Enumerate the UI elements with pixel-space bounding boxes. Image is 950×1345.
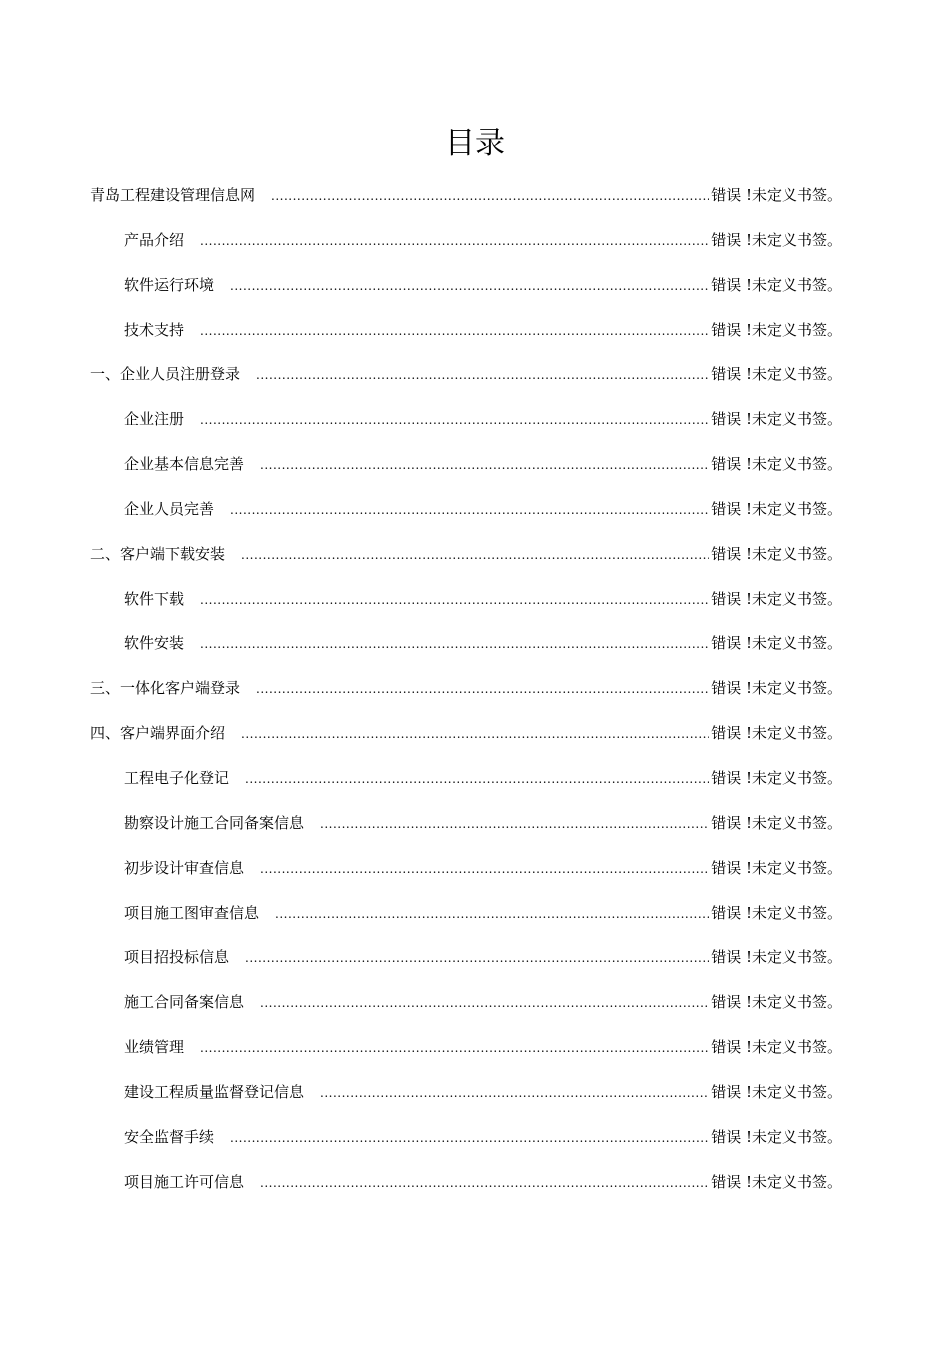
toc-entry[interactable] [90,359,842,404]
toc-entry[interactable] [90,225,842,270]
toc-entry-text: 工程电子化登记 [124,768,230,787]
toc-entry-text: 勘察设计施工合同备案信息 [124,813,305,832]
toc-entry[interactable] [90,628,842,673]
toc-entry-text: 产品介绍 [124,230,185,249]
toc-entry[interactable] [90,763,842,808]
toc-entry-text: 企业基本信息完善 [124,455,245,474]
toc-entry-text: 企业人员完善 [124,499,215,518]
toc-dot-leader [200,1033,709,1063]
toc-entry-text: 技术支持 [124,320,185,339]
toc-entry-page-ref: 错误 !未定义书签。 [711,186,842,204]
toc-entry-text: 四、客户端界面介绍 [90,724,226,743]
toc-entry-text: 软件下载 [124,589,185,608]
toc-entry[interactable] [90,315,842,360]
toc-entry[interactable] [90,1122,842,1167]
toc-dot-leader [241,540,709,570]
toc-entry-text: 初步设计审查信息 [124,858,245,877]
toc-entry-page-ref: 错误 !未定义书签。 [711,768,842,787]
toc-dot-leader [200,629,709,659]
toc-entry-text: 安全监督手续 [124,1127,215,1146]
toc-entry-page-ref: 错误 !未定义书签。 [711,544,842,563]
toc-entry-page-ref: 错误 !未定义书签。 [711,858,842,877]
toc-entry-text: 项目施工许可信息 [124,1172,245,1191]
toc-entry-page-ref: 错误 !未定义书签。 [711,275,842,294]
toc-entry-page-ref: 错误 !未定义书签。 [711,455,842,474]
toc-dot-leader [320,1078,709,1108]
toc-entry-text: 建设工程质量监督登记信息 [124,1082,305,1101]
toc-entry[interactable] [90,898,842,943]
toc-entry-page-ref: 错误 !未定义书签。 [711,993,842,1012]
toc-entry[interactable] [90,673,842,718]
toc-entry[interactable] [90,404,842,449]
toc-dot-leader [200,405,709,435]
toc-dot-leader [230,495,709,525]
toc-entry-text: 一、企业人员注册登录 [90,365,241,384]
toc-dot-leader [241,719,709,749]
toc-entry-text: 项目招投标信息 [124,948,230,967]
toc-dot-leader [245,943,709,973]
toc-dot-leader [245,764,709,794]
toc-dot-leader [200,316,709,346]
toc-dot-leader [200,585,709,615]
toc-entry-page-ref: 错误 !未定义书签。 [711,679,842,698]
toc-dot-leader [230,1123,709,1153]
toc-entry-page-ref: 错误 !未定义书签。 [711,1127,842,1146]
toc-entry-text: 二、客户端下载安装 [90,544,226,563]
toc-dot-leader [275,899,709,929]
toc-dot-leader [320,809,709,839]
toc-entry[interactable] [90,987,842,1032]
toc-entry[interactable] [90,494,842,539]
toc-entry-text: 企业注册 [124,410,185,429]
toc-dot-leader [256,360,709,390]
toc-dot-leader [260,450,709,480]
toc-entry-page-ref: 错误 !未定义书签。 [711,410,842,429]
toc-entry-page-ref: 错误 !未定义书签。 [711,320,842,339]
toc-entry-text: 三、一体化客户端登录 [90,679,241,698]
toc-entry[interactable] [90,1032,842,1077]
toc-entry-text: 业绩管理 [124,1038,185,1057]
toc-entry[interactable] [90,270,842,315]
toc-entry-page-ref: 错误 !未定义书签。 [711,365,842,384]
toc-dot-leader [256,674,709,704]
toc-entry-page-ref: 错误 !未定义书签。 [711,499,842,518]
toc-entry[interactable] [90,180,842,225]
toc-entry[interactable] [90,449,842,494]
toc-entry-page-ref: 错误 !未定义书签。 [711,813,842,832]
toc-entry-page-ref: 错误 !未定义书签。 [711,230,842,249]
toc-entry[interactable] [90,1077,842,1122]
toc-entry-text: 软件运行环境 [124,275,215,294]
toc-dot-leader [271,181,709,211]
toc-entry-page-ref: 错误 !未定义书签。 [711,948,842,967]
toc-entry-page-ref: 错误 !未定义书签。 [711,724,842,743]
toc-entry-page-ref: 错误 !未定义书签。 [711,634,842,653]
toc-entry[interactable] [90,808,842,853]
toc-dot-leader [260,1168,709,1198]
toc-entry-page-ref: 错误 !未定义书签。 [711,1172,842,1191]
toc-entry-text: 青岛工程建设管理信息网 [90,186,256,204]
toc-entry[interactable] [90,718,842,763]
toc-entry[interactable] [90,853,842,898]
toc-entry[interactable] [90,942,842,987]
toc-entry[interactable] [90,584,842,629]
toc-entry[interactable] [90,539,842,584]
toc-entry-page-ref: 错误 !未定义书签。 [711,1082,842,1101]
toc-dot-leader [200,226,709,256]
toc-entry-page-ref: 错误 !未定义书签。 [711,1038,842,1057]
toc-dot-leader [260,854,709,884]
toc-entry-text: 项目施工图审查信息 [124,903,260,922]
toc-title: 目录 [445,126,505,161]
toc-entry-text: 施工合同备案信息 [124,993,245,1012]
toc-dot-leader [230,271,709,301]
toc-entry[interactable] [90,1167,842,1212]
toc-list [90,180,842,1211]
toc-entry-page-ref: 错误 !未定义书签。 [711,589,842,608]
toc-entry-page-ref: 错误 !未定义书签。 [711,903,842,922]
toc-dot-leader [260,988,709,1018]
toc-entry-text: 软件安装 [124,634,185,653]
